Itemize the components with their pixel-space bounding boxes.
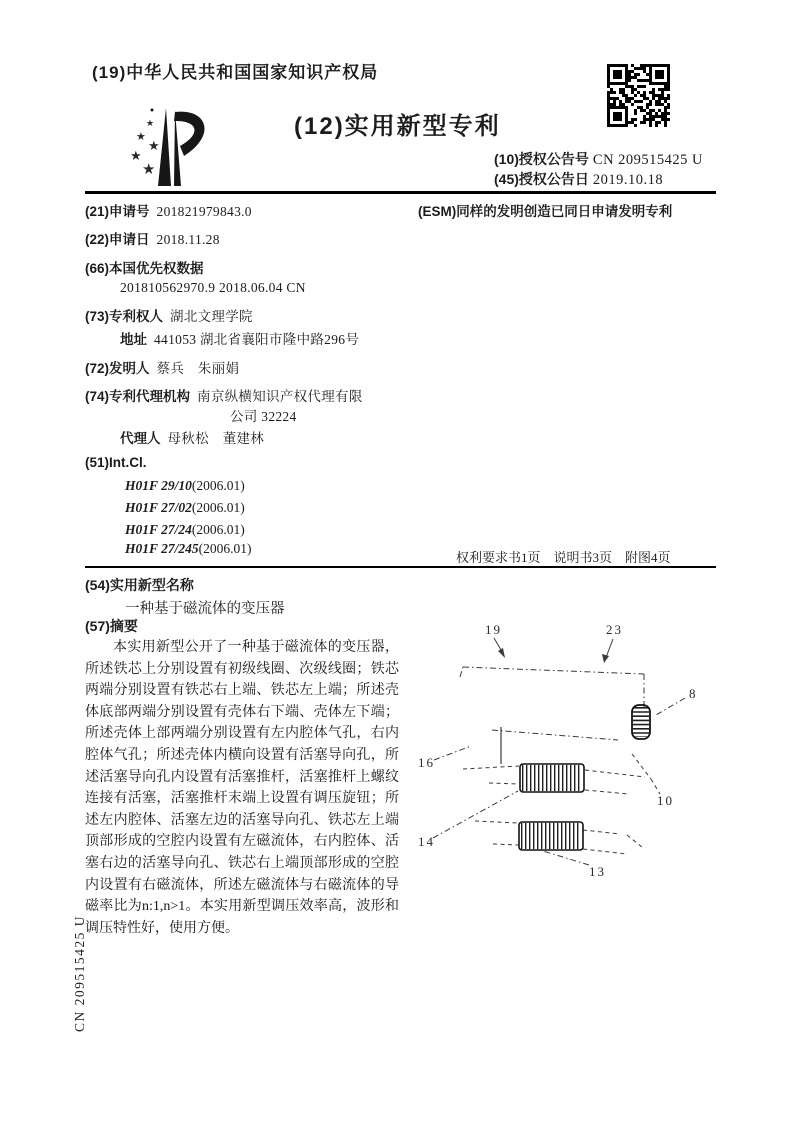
ipc-version: (2006.01) <box>191 500 245 515</box>
ipc-version: (2006.01) <box>191 522 245 537</box>
abstract-figure <box>413 610 725 905</box>
sidebar-publication-code: CN 209515425 U <box>72 914 87 1032</box>
ipc-version: (2006.01) <box>198 541 252 556</box>
figure-callout: 14 <box>418 834 435 849</box>
small-coil-icon <box>632 705 650 739</box>
inventors-label: (72)发明人 <box>85 361 150 376</box>
svg-text:★: ★ <box>136 131 146 143</box>
priority-label-row <box>85 257 204 277</box>
ipc-code: H01F 27/24 <box>125 522 192 537</box>
publication-number-label: (10)授权公告号 <box>494 151 589 167</box>
address-label: 地址 <box>120 332 147 347</box>
figure-callout: 10 <box>657 793 674 808</box>
application-number-row <box>85 200 252 220</box>
application-date-value: 2018.11.28 <box>156 232 220 247</box>
ipc-code: H01F 27/245 <box>125 541 199 556</box>
address-value: 441053 湖北省襄阳市隆中路296号 <box>154 332 360 347</box>
ipc-row <box>125 522 245 538</box>
publication-date-line <box>494 169 663 189</box>
ipc-code: H01F 29/10 <box>125 478 192 493</box>
utility-model-title: 一种基于磁流体的变压器 <box>125 601 285 617</box>
abstract-section-label: (57)摘要 <box>85 618 138 634</box>
agency-row-2 <box>230 405 297 425</box>
ipc-row <box>125 478 245 494</box>
application-number-label: (21)申请号 <box>85 204 150 219</box>
cnipa-logo-icon <box>118 100 222 197</box>
title-section-label: (54)实用新型名称 <box>85 577 194 593</box>
publication-number-line <box>494 149 703 169</box>
patentee-label: (73)专利权人 <box>85 309 164 324</box>
arrowhead-icon <box>498 648 505 658</box>
qr-finder-icon <box>607 106 628 127</box>
priority-label: (66)本国优先权数据 <box>85 261 204 276</box>
figure-callout: 23 <box>606 622 623 637</box>
qr-finder-icon <box>607 64 628 85</box>
address-row <box>120 328 359 348</box>
agency-label: (74)专利代理机构 <box>85 389 191 404</box>
header-divider <box>85 191 716 194</box>
figure-callout: 19 <box>485 622 502 637</box>
ipc-version: (2006.01) <box>191 478 245 493</box>
coil-winding-icon <box>520 764 584 792</box>
patentee-row <box>85 305 253 325</box>
coil-winding-icon <box>519 822 583 850</box>
publication-date-value: 2019.10.18 <box>592 172 664 188</box>
patent-office-name: (19)中华人民共和国国家知识产权局 <box>92 63 379 82</box>
svg-text:★: ★ <box>142 162 156 178</box>
priority-value-row <box>120 280 306 296</box>
application-number-value: 201821979843.0 <box>156 204 252 219</box>
qr-code <box>607 64 670 127</box>
pages-info: 权利要求书1页 说明书3页 附图4页 <box>456 550 671 565</box>
qr-finder-icon <box>649 64 670 85</box>
intcl-label: (51)Int.Cl. <box>85 455 147 470</box>
svg-text:★: ★ <box>130 148 142 163</box>
agents-value: 母秋松 董建林 <box>167 431 265 446</box>
patentee-value: 湖北文理学院 <box>170 309 253 324</box>
ipc-code: H01F 27/02 <box>125 500 192 515</box>
figure-callout: 13 <box>589 864 606 879</box>
ipc-row <box>125 541 252 557</box>
abstract-text: 本实用新型公开了一种基于磁流体的变压器，所述铁芯上分别设置有初级线圈、次级线圈；铁芯两端分别设置有铁芯右上端、铁芯左上端；所述壳体底部两端分别设置有壳体右下端、壳体左下端；所述壳体上部两端分别设置有左内腔体气孔，右内腔体气孔；所述壳体内横向设置有活塞导向孔，所述活塞导向孔内设置有活塞推杆，活塞推杆上螺纹连接有活塞，活塞推杆末端上设置有调压旋钮；所述左内腔体、活塞左边的活塞导向孔、铁芯左上端顶部形成的空腔内设置有左磁流体，右内腔体、活塞右边的活塞导向孔、铁芯右上端顶部形成的空腔内设置有右磁流体，所述左磁流体与右磁流体的导磁率比为n:1,n>1。本实用新型调压效率高，波形和调压特性好，使用方便。 <box>85 640 399 936</box>
inventors-value: 蔡兵 朱丽娟 <box>156 361 240 376</box>
agent-row <box>120 427 264 447</box>
esm-note: (ESM)同样的发明创造已同日申请发明专利 <box>418 204 673 219</box>
ipc-row <box>125 500 245 516</box>
figure-callout: 8 <box>689 686 698 701</box>
priority-value: 201810562970.9 2018.06.04 CN <box>120 280 306 295</box>
agency-value-line1: 南京纵横知识产权代理有限 <box>197 389 363 404</box>
inventors-row <box>85 357 239 377</box>
section-divider <box>85 566 716 568</box>
svg-text:★: ★ <box>148 138 160 153</box>
application-date-row <box>85 228 220 248</box>
arrowhead-icon <box>602 654 609 663</box>
agent-label: 代理人 <box>120 431 161 446</box>
agency-value-line2: 公司 32224 <box>230 409 297 424</box>
publication-date-label: (45)授权公告日 <box>494 171 589 187</box>
publication-number-value: CN 209515425 U <box>592 152 704 168</box>
document-type-title: (12)实用新型专利 <box>294 113 501 140</box>
figure-callout: 16 <box>418 755 435 770</box>
application-date-label: (22)申请日 <box>85 232 150 247</box>
intcl-row <box>85 455 147 470</box>
svg-text:★: ★ <box>146 118 155 128</box>
agency-row <box>85 385 363 405</box>
